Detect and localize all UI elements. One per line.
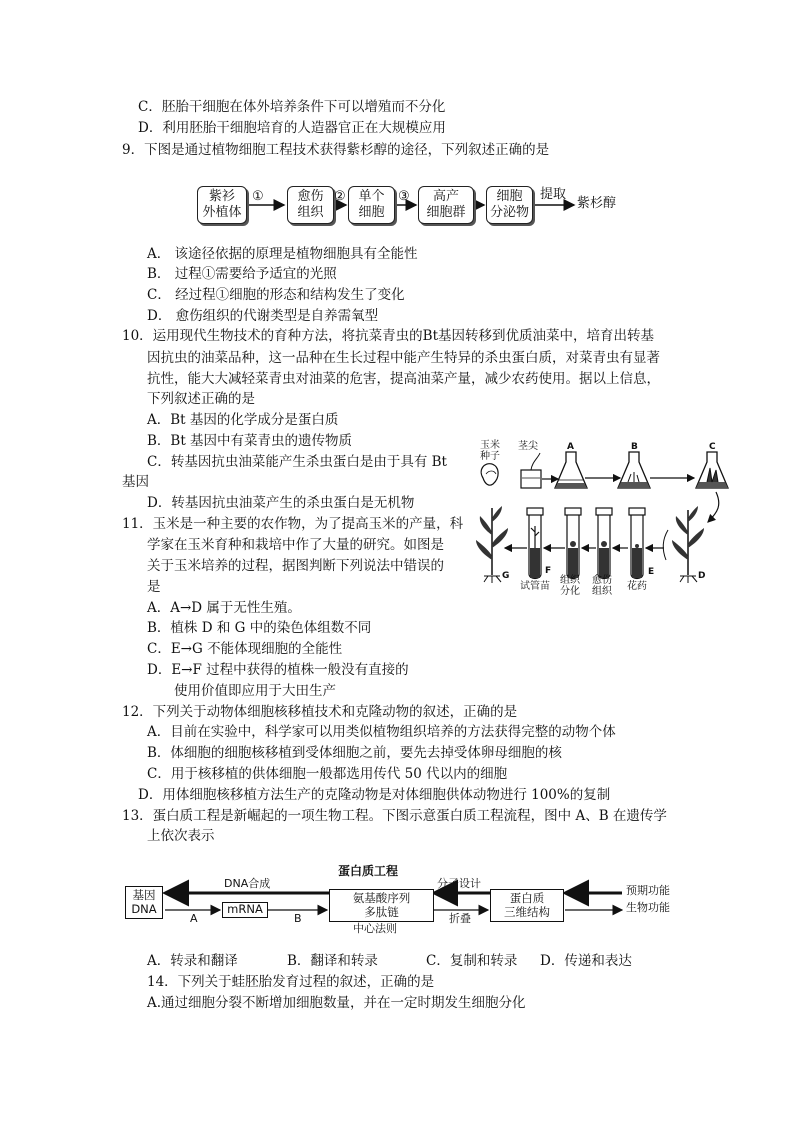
q11-option-a: A．A→D 属于无性生殖。: [147, 600, 301, 616]
q9-option-d: D． 愈伤组织的代谢类型是自养需氧型: [147, 308, 379, 324]
fig-label-d: D: [698, 571, 706, 581]
q9-stem: 9．下图是通过植物细胞工程技术获得紫杉醇的途径，下列叙述正确的是: [122, 142, 550, 158]
q10-option-c-line2: 基因: [122, 474, 149, 490]
q8-option-c: C．胚胎干细胞在体外培养条件下可以增殖而不分化: [138, 99, 446, 115]
flow-box-explant-line2: 外植体: [202, 205, 242, 220]
label-a: A: [190, 912, 198, 925]
flow-extract-label: 提取: [540, 187, 567, 202]
flow-step-1: ①: [252, 189, 264, 204]
fig-label-callus-line2: 组织: [592, 586, 612, 597]
fig-label-callus-line1: 愈伤: [592, 575, 612, 586]
fig-label-plantlet: 试管苗: [520, 581, 550, 592]
q13-option-b: B．翻译和转录: [287, 953, 378, 969]
flow-step-3: ③: [398, 189, 410, 204]
box-gene-dna-line2: DNA: [131, 902, 157, 916]
q12-option-c: C．用于核移植的供体细胞一般都选用传代 50 代以内的细胞: [147, 766, 508, 782]
flow-box-callus-line1: 愈伤: [297, 189, 324, 204]
box-protein-line2: 三维结构: [504, 905, 550, 919]
box-amino-acid-line1: 氨基酸序列: [352, 891, 411, 905]
box-amino-acid-sequence: [329, 889, 434, 922]
q11-stem-line2: 学家在玉米育种和栽培中作了大量的研究。如图是: [147, 537, 444, 553]
box-gene-dna: [125, 886, 163, 919]
box-mrna: mRNA: [222, 902, 268, 918]
q12-option-d: D．用体细胞核移植方法生产的克隆动物是对体细胞供体动物进行 100%的复制: [138, 787, 611, 803]
q10-option-b: B．Bt 基因中有菜青虫的遗传物质: [147, 433, 353, 449]
flow-box-single-cell-line2: 细胞: [358, 205, 385, 220]
fig-label-anther: 花药: [627, 581, 647, 592]
q11-stem-line4: 是: [147, 579, 161, 595]
protein-diagram-title: 蛋白质工程: [338, 864, 399, 878]
q13-option-c: C．复制和转录: [426, 953, 518, 969]
q14-option-a: A.通过细胞分裂不断增加细胞数量，并在一定时期发生细胞分化: [147, 995, 526, 1011]
q11-option-d-line2: 使用价值即应用于大田生产: [174, 683, 336, 699]
q9-option-c: C． 经过程①细胞的形态和结构发生了变化: [147, 287, 405, 303]
label-central-dogma: 中心法则: [353, 922, 397, 935]
q11-stem-line3: 关于玉米培养的过程，据图判断下列说法中错误的: [147, 558, 444, 574]
q11-option-b: B．植株 D 和 G 中的染色体组数不同: [147, 620, 372, 636]
label-folding: 折叠: [449, 912, 471, 925]
q11-option-d-line1: D．E→F 过程中获得的植株一般没有直接的: [147, 662, 409, 678]
fig-label-seed-line2: 种子: [480, 451, 500, 462]
flow-box-single-cell-line1: 单个: [358, 189, 385, 204]
fig-label-differentiation-line1: 组织: [560, 575, 580, 586]
fig-label-e: E: [648, 567, 655, 577]
box-amino-acid-line2: 多肽链: [364, 905, 399, 919]
flow-box-high-yield-line1: 高产: [432, 189, 459, 204]
fig-label-stem-tip: 茎尖: [518, 441, 538, 452]
q9-option-b: B． 过程①需要给予适宜的光照: [147, 266, 337, 282]
fig-label-f: F: [545, 566, 552, 576]
label-dna-synthesis: DNA合成: [224, 877, 271, 890]
flow-step-2: ②: [334, 189, 346, 204]
q10-option-a: A．Bt 基因的化学成分是蛋白质: [147, 412, 339, 428]
fig-label-c: C: [709, 442, 716, 452]
box-protein-line1: 蛋白质: [509, 891, 545, 905]
q13-option-d: D．传递和表达: [540, 953, 632, 969]
label-b: B: [294, 912, 302, 925]
label-biological-function: 生物功能: [626, 901, 670, 914]
fig-label-differentiation-line2: 分化: [560, 586, 580, 597]
q12-option-b: B．体细胞的细胞核移植到受体细胞之前，要先去掉受体卵母细胞的核: [147, 745, 562, 761]
flow-box-secretion-line1: 细胞: [496, 189, 523, 204]
fig-label-a: A: [567, 442, 574, 452]
q11-stem-line1: 11．玉米是一种主要的农作物，为了提高玉米的产量，科: [122, 516, 464, 532]
q10-option-c-line1: C．转基因抗虫油菜能产生杀虫蛋白是由于具有 Bt: [147, 454, 447, 470]
q11-option-c: C．E→G 不能体现细胞的全能性: [147, 641, 343, 657]
flow-box-explant-line1: 紫衫: [208, 189, 235, 204]
box-protein-structure: [490, 889, 564, 922]
q9-option-a: A． 该途径依据的原理是植物细胞具有全能性: [147, 246, 418, 262]
fig-label-seed-line1: 玉米: [480, 440, 500, 451]
q13-stem-line2: 上依次表示: [147, 828, 215, 844]
q10-stem-line4: 下列叙述正确的是: [147, 391, 255, 407]
q12-option-a: A．目前在实验中，科学家可以用类似植物组织培养的方法获得完整的动物个体: [147, 724, 616, 740]
flow-box-secretion-line2: 分泌物: [489, 205, 529, 220]
label-expected-function: 预期功能: [626, 884, 670, 897]
flow-product: 紫杉醇: [577, 196, 617, 211]
flow-box-high-yield-line2: 细胞群: [426, 205, 466, 220]
q14-stem: 14．下列关于蛙胚胎发育过程的叙述，正确的是: [147, 974, 435, 990]
flow-box-callus-line2: 组织: [297, 205, 324, 220]
q10-option-d: D．转基因抗虫油菜产生的杀虫蛋白是无机物: [147, 495, 415, 511]
q10-stem-line1: 10．运用现代生物技术的育种方法，将抗菜青虫的Bt基因转移到优质油菜中，培育出转基: [122, 328, 655, 344]
fig-label-g: G: [502, 571, 510, 581]
box-gene-dna-line1: 基因: [132, 888, 156, 902]
q13-stem-line1: 13．蛋白质工程是新崛起的一项生物工程。下图示意蛋白质工程流程，图中 A、B 在遗传学: [122, 808, 667, 824]
q10-stem-line2: 因抗虫的油菜品种，这一品种在生长过程中能产生特异的杀虫蛋白质，对菜青虫有显著: [147, 350, 660, 366]
q8-option-d: D．利用胚胎干细胞培育的人造器官正在大规模应用: [138, 120, 446, 136]
q12-stem: 12．下列关于动物体细胞核移植技术和克隆动物的叙述，正确的是: [122, 704, 518, 720]
q10-stem-line3: 抗性，能大大减轻菜青虫对油菜的危害，提高油菜产量，减少农药使用。据以上信息，: [147, 371, 660, 387]
label-molecular-design: 分子设计: [437, 877, 481, 890]
q13-option-a: A．转录和翻译: [147, 953, 238, 969]
fig-label-b: B: [631, 442, 638, 452]
